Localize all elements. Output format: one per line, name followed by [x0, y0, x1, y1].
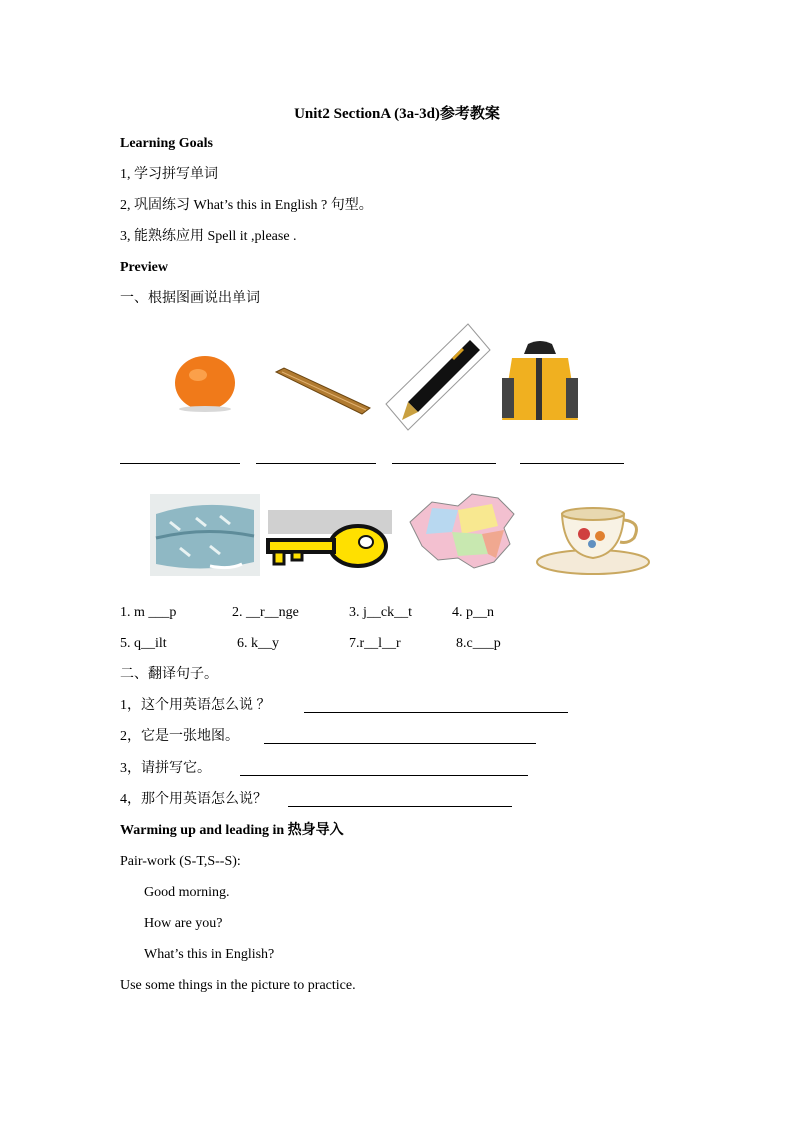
fill-item: 1. m ___p: [120, 605, 177, 620]
dialogue-line: What’s this in English?: [144, 947, 275, 962]
jacket-image: [498, 338, 582, 424]
quilt-image: [150, 494, 260, 576]
fill-item: 3. j__ck__t: [349, 605, 412, 620]
goal-item: 3, 能熟练应用 Spell it ,please .: [120, 229, 297, 244]
translate-sentence: 2，它是一张地图。: [120, 729, 239, 744]
learning-goals-heading: Learning Goals: [120, 136, 213, 151]
warmup-heading-en: Warming up and leading in: [120, 823, 285, 838]
fill-item: 2. __r__nge: [232, 605, 299, 620]
fill-item: 8.c___p: [456, 636, 501, 651]
fill-item: 7.r__l__r: [349, 636, 401, 651]
map-image: [402, 488, 522, 578]
fill-item: 5. q__ilt: [120, 636, 167, 651]
ruler-image: [270, 364, 374, 418]
section-two-heading: 二、翻译句子。: [120, 667, 218, 682]
goal-item: 2, 巩固练习 What’s this in English ? 句型。: [120, 198, 373, 213]
page-title: Unit2 SectionA (3a-3d)参考教案: [294, 106, 500, 122]
goal-item: 1, 学习拼写单词: [120, 167, 218, 182]
answer-line[interactable]: [288, 806, 512, 807]
pair-work-line: Pair-work (S-T,S--S):: [120, 854, 241, 869]
translate-sentence: 1，这个用英语怎么说 ？: [120, 698, 271, 713]
answer-line[interactable]: [120, 463, 240, 464]
preview-heading: Preview: [120, 260, 168, 275]
pen-image: [378, 322, 498, 434]
section-one-heading: 一、根据图画说出单词: [120, 291, 260, 306]
warmup-heading-cn: 热身导入: [287, 823, 344, 838]
answer-line[interactable]: [520, 463, 624, 464]
key-image: [262, 502, 398, 576]
translate-sentence: 4，那个用英语怎么说？: [120, 792, 267, 807]
answer-line[interactable]: [256, 463, 376, 464]
cup-image: [534, 498, 652, 578]
fill-item: 4. p__n: [452, 605, 494, 620]
fill-item: 6. k__y: [237, 636, 279, 651]
answer-line[interactable]: [392, 463, 496, 464]
answer-line[interactable]: [240, 775, 528, 776]
dialogue-line: How are you?: [144, 916, 223, 931]
answer-line[interactable]: [304, 712, 568, 713]
orange-image: [170, 348, 240, 414]
answer-line[interactable]: [264, 743, 536, 744]
warmup-heading: [120, 822, 344, 840]
practice-instruction: Use some things in the picture to practice.: [120, 978, 356, 993]
translate-sentence: 3，请拼写它。: [120, 761, 211, 776]
dialogue-line: Good morning.: [144, 885, 230, 900]
